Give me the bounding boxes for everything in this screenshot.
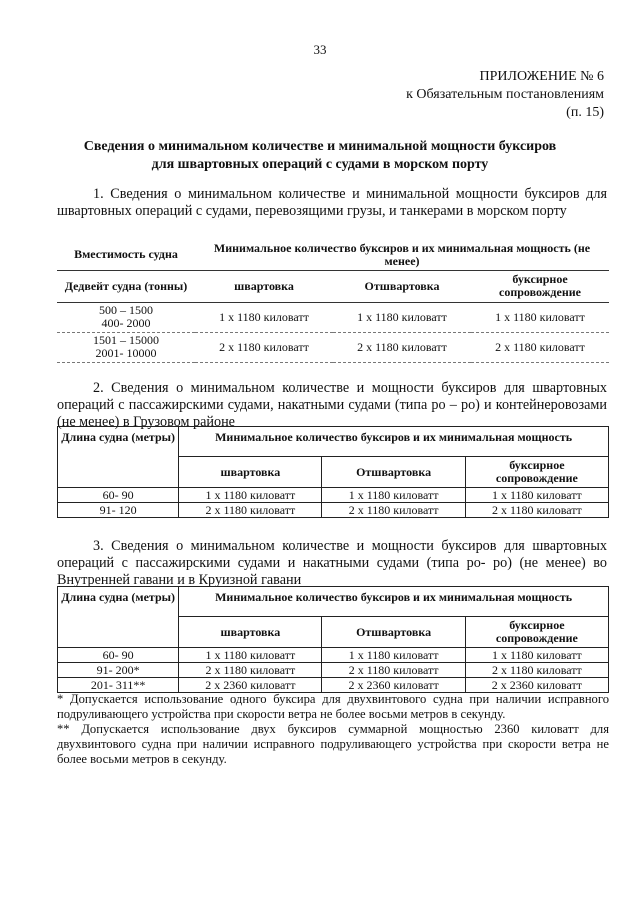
- page-number: 33: [313, 42, 327, 57]
- table-2-col-escort: буксирное сопровождение: [465, 457, 608, 488]
- table-1-col-deadweight: Дедвейт судна (тонны): [57, 270, 195, 302]
- footnote-2: ** Допускается использование двух буксиров суммарной мощностью 2360 киловатт для двухвинтового судна при наличии исправного подруливающего устройства при скорости ветра не более восьми метров в секунду.: [57, 722, 609, 766]
- table-3-col-length: Длина судна (метры): [58, 587, 179, 648]
- table-2: [57, 426, 609, 518]
- table-row: 60- 90 1 x 1180 киловатт 1 x 1180 киловатт 1 x 1180 киловатт: [58, 488, 609, 503]
- table-row: 60- 90 1 x 1180 киловатт 1 x 1180 киловатт 1 x 1180 киловатт: [58, 648, 609, 663]
- table-3-col-escort: буксирное сопровождение: [465, 617, 608, 648]
- table-row: 201- 311** 2 x 2360 киловатт 2 x 2360 киловатт 2 x 2360 киловатт: [58, 678, 609, 693]
- table-3: [57, 586, 609, 693]
- footnote-1: * Допускается использование одного буксира для двухвинтового судна при наличии исправного подруливающего устройства при скорости ветра не более восьми метров в секунду.: [57, 692, 609, 721]
- section-1-text: 1. Сведения о минимальном количестве и минимальной мощности буксиров для швартовных операций с судами, перевозящими грузы, и танкерами в морском порту: [57, 186, 607, 219]
- table-1: [57, 240, 609, 363]
- table-row: 91- 200* 2 x 1180 киловатт 2 x 1180 киловатт 2 x 1180 киловатт: [58, 663, 609, 678]
- table-row: 500 – 1500 400- 2000 1 x 1180 киловатт 1 x 1180 киловатт 1 x 1180 киловатт: [57, 302, 609, 332]
- appendix-header: [406, 68, 604, 122]
- table-2-col-length: Длина судна (метры): [58, 427, 179, 488]
- table-3-col-unmooring: Отшвартовка: [322, 617, 465, 648]
- footnotes: [57, 692, 609, 767]
- table-1-col-mooring: швартовка: [195, 270, 333, 302]
- table-3-col-mooring: швартовка: [179, 617, 322, 648]
- table-1-col-unmooring: Отшвартовка: [333, 270, 471, 302]
- section-3-text: 3. Сведения о минимальном количестве и мощности буксиров для швартовных операций с пассажирскими судами и накатными судами (типа ро- ро) (не менее) во Внутренней гавани и в Круизной гавани: [57, 538, 607, 588]
- table-1-col-capacity: Вместимость судна: [57, 240, 195, 270]
- table-2-group-header: Минимальное количество буксиров и их минимальная мощность: [179, 427, 609, 457]
- appendix-title: ПРИЛОЖЕНИЕ № 6: [479, 69, 604, 84]
- table-1-col-escort: буксирное сопровождение: [471, 270, 609, 302]
- table-3-group-header: Минимальное количество буксиров и их минимальная мощность: [179, 587, 609, 617]
- document-title: [40, 138, 600, 174]
- appendix-clause: (п. 15): [566, 105, 604, 120]
- section-2-text: 2. Сведения о минимальном количестве и мощности буксиров для швартовных операций с пассажирскими судами, накатными судами (типа ро – ро) и контейнеровозами (не менее) в Грузовом районе: [57, 380, 607, 430]
- table-1-group-header: Минимальное количество буксиров и их минимальная мощность (не менее): [195, 240, 609, 270]
- title-line-1: Сведения о минимальном количестве и минимальной мощности буксиров: [83, 139, 557, 154]
- table-2-col-unmooring: Отшвартовка: [322, 457, 465, 488]
- table-2-col-mooring: швартовка: [179, 457, 322, 488]
- appendix-reference: к Обязательным постановлениям: [406, 87, 604, 102]
- table-row: 91- 120 2 x 1180 киловатт 2 x 1180 киловатт 2 x 1180 киловатт: [58, 503, 609, 518]
- title-line-2: для швартовных операций с судами в морском порту: [151, 157, 489, 172]
- table-row: 1501 – 15000 2001- 10000 2 x 1180 киловатт 2 x 1180 киловатт 2 x 1180 киловатт: [57, 332, 609, 362]
